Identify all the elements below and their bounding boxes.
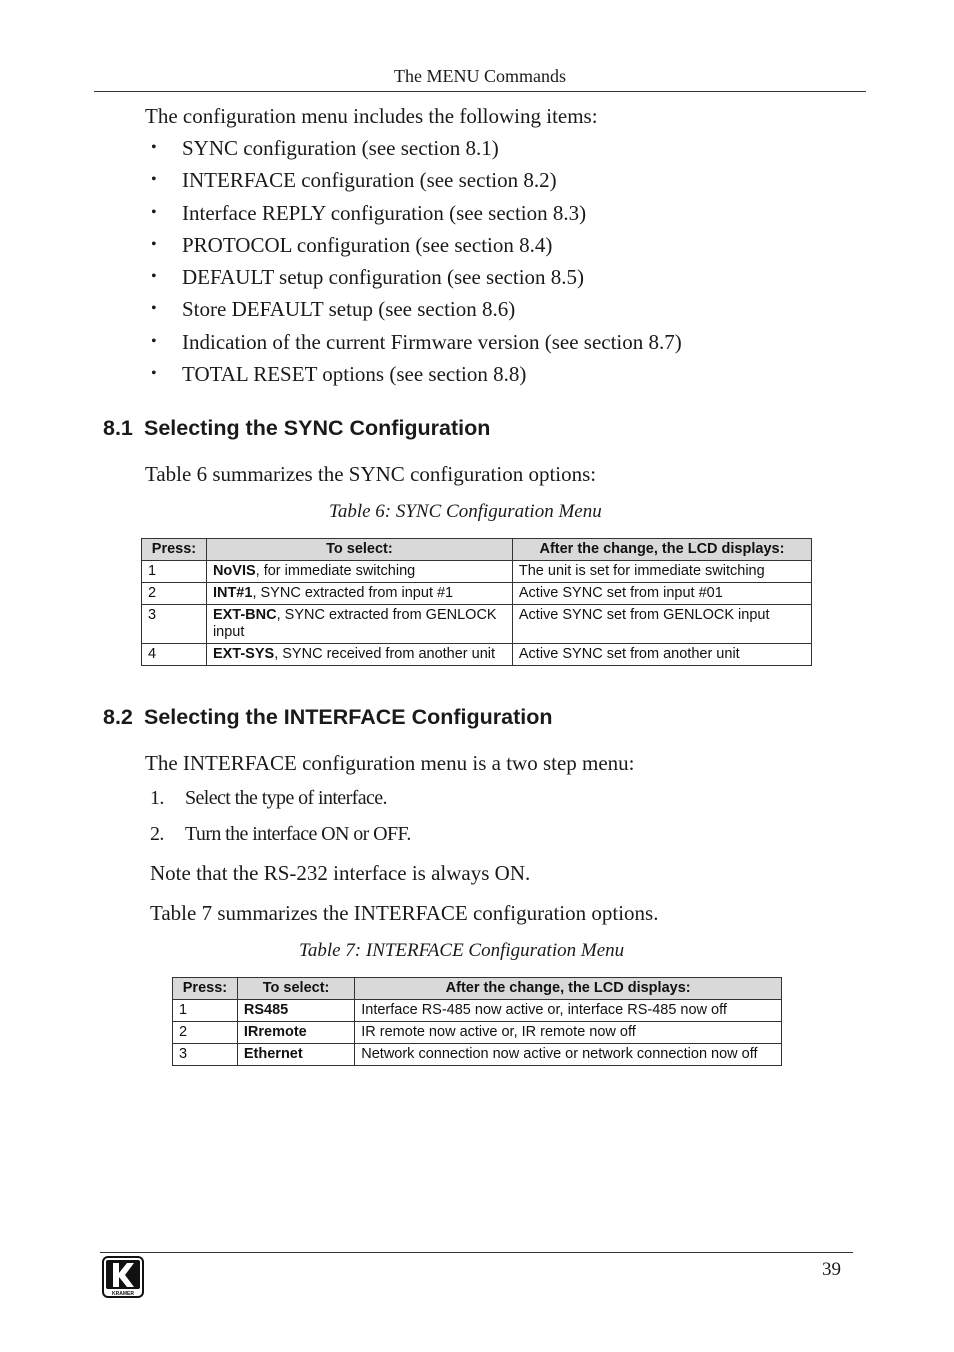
table-header-row xyxy=(173,978,782,1000)
table6-caption: Table 6: SYNC Configuration Menu xyxy=(329,501,602,522)
list-item: • SYNC configuration (see section 8.1) xyxy=(145,132,682,164)
rs232-note: Note that the RS-232 interface is always ON. xyxy=(150,861,531,885)
press-cell: 1 xyxy=(142,561,207,583)
bullet-icon: • xyxy=(151,300,157,318)
list-item: • PROTOCOL configuration (see section 8.4) xyxy=(145,229,682,261)
section-number: 8.2 xyxy=(103,705,133,729)
table-row xyxy=(173,1044,782,1066)
header-title: The MENU Commands xyxy=(394,66,566,86)
section-number: 8.1 xyxy=(103,416,133,440)
select-cell: RS485 xyxy=(237,1000,354,1022)
list-item: • Interface REPLY configuration (see section 8.3) xyxy=(145,197,682,229)
footer-divider xyxy=(100,1252,853,1253)
select-cell: NoVIS, for immediate switching xyxy=(206,561,512,583)
list-item: • Store DEFAULT setup (see section 8.6) xyxy=(145,293,682,325)
bullet-icon: • xyxy=(151,268,157,286)
list-item: 2. Turn the interface ON or OFF. xyxy=(150,823,411,845)
lcd-cell: Active SYNC set from another unit xyxy=(512,644,811,666)
interface-intro-paragraph: The INTERFACE configuration menu is a two step menu: xyxy=(145,751,635,775)
list-item: • Indication of the current Firmware version (see section 8.7) xyxy=(145,326,682,358)
page-header xyxy=(94,64,866,92)
press-cell: 3 xyxy=(173,1044,238,1066)
list-item: 1. Select the type of interface. xyxy=(150,787,387,809)
bullet-icon: • xyxy=(151,365,157,383)
lcd-cell: Active SYNC set from input #01 xyxy=(512,583,811,605)
press-cell: 4 xyxy=(142,644,207,666)
kramer-logo-icon xyxy=(102,1256,144,1298)
section-title: Selecting the SYNC Configuration xyxy=(144,416,491,440)
interface-config-table xyxy=(172,977,782,1066)
table-row xyxy=(142,644,812,666)
table-row xyxy=(142,605,812,644)
svg-text:KRAMER: KRAMER xyxy=(112,1291,134,1297)
table-row xyxy=(173,1022,782,1044)
page-number: 39 xyxy=(822,1259,841,1280)
bullet-icon: • xyxy=(151,139,157,156)
press-cell: 1 xyxy=(173,1000,238,1022)
list-item: • INTERFACE configuration (see section 8.2) xyxy=(145,164,682,196)
bullet-icon: • xyxy=(151,203,157,221)
list-item: • TOTAL RESET options (see section 8.8) xyxy=(145,358,682,390)
column-header: After the change, the LCD displays: xyxy=(355,978,782,1000)
section-heading-interface xyxy=(103,703,553,731)
lcd-cell: Active SYNC set from GENLOCK input xyxy=(512,605,811,644)
press-cell: 2 xyxy=(173,1022,238,1044)
section-title: Selecting the INTERFACE Configuration xyxy=(144,705,553,729)
press-cell: 3 xyxy=(142,605,207,644)
select-cell: EXT-BNC, SYNC extracted from GENLOCK input xyxy=(206,605,512,644)
select-cell: IRremote xyxy=(237,1022,354,1044)
sync-intro-paragraph: Table 6 summarizes the SYNC configuration options: xyxy=(145,462,597,486)
select-cell: Ethernet xyxy=(237,1044,354,1066)
column-header: Press: xyxy=(173,978,238,1000)
column-header: Press: xyxy=(142,539,207,561)
table-header-row xyxy=(142,539,812,561)
table7-intro-paragraph: Table 7 summarizes the INTERFACE configuration options. xyxy=(150,901,659,925)
lcd-cell: The unit is set for immediate switching xyxy=(512,561,811,583)
lcd-cell: IR remote now active or, IR remote now off xyxy=(355,1022,782,1044)
table-row xyxy=(173,1000,782,1022)
bullet-icon: • xyxy=(151,332,157,350)
select-cell: INT#1, SYNC extracted from input #1 xyxy=(206,583,512,605)
sync-config-table xyxy=(141,538,812,666)
section-heading-sync xyxy=(103,414,490,442)
table-row xyxy=(142,583,812,605)
menu-items-list xyxy=(145,132,682,390)
press-cell: 2 xyxy=(142,583,207,605)
bullet-icon: • xyxy=(151,235,157,253)
lcd-cell: Interface RS-485 now active or, interface RS-485 now off xyxy=(355,1000,782,1022)
lcd-cell: Network connection now active or network connection now off xyxy=(355,1044,782,1066)
table-row xyxy=(142,561,812,583)
intro-paragraph: The configuration menu includes the following items: xyxy=(145,104,598,128)
table7-caption: Table 7: INTERFACE Configuration Menu xyxy=(299,940,625,961)
column-header: After the change, the LCD displays: xyxy=(512,539,811,561)
column-header: To select: xyxy=(206,539,512,561)
column-header: To select: xyxy=(237,978,354,1000)
bullet-icon: • xyxy=(151,171,157,189)
interface-steps-list xyxy=(150,784,411,856)
select-cell: EXT-SYS, SYNC received from another unit xyxy=(206,644,512,666)
list-item: • DEFAULT setup configuration (see section 8.5) xyxy=(145,261,682,293)
